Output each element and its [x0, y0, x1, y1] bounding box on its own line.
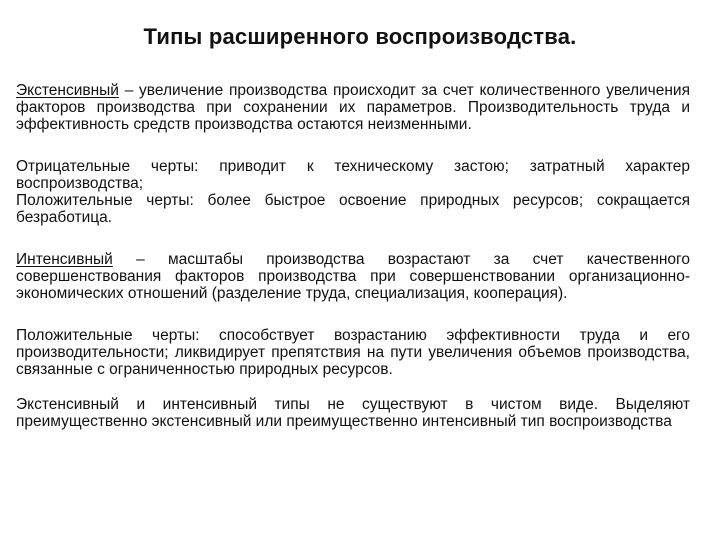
paragraph-intensive-text: – масштабы производства возрастают за счет качественного совершенствования факторов производства при совершенствовании организационно-экономических отношений (разделение труда, специализация, кооперация). [16, 251, 690, 302]
term-intensive: Интенсивный [16, 251, 113, 268]
slide-content [16, 82, 690, 430]
paragraph-intensive-positives: Положительные черты: способствует возрастанию эффективности труда и его производительности; ликвидирует препятствия на пути увеличения объемов производства, связанные с ограниченностью природных ресурсов. [16, 327, 690, 378]
term-extensive: Экстенсивный [16, 82, 119, 99]
paragraph-extensive-negatives: Отрицательные черты: приводит к техническому застою; затратный характер воспроизводства; [16, 158, 690, 192]
paragraph-intensive [16, 251, 690, 302]
paragraph-conclusion: Экстенсивный и интенсивный типы не существуют в чистом виде. Выделяют преимущественно экстенсивный или преимущественно интенсивный тип воспроизводства [16, 396, 690, 430]
paragraph-extensive-positives: Положительные черты: более быстрое освоение природных ресурсов; сокращается безработица. [16, 192, 690, 226]
paragraph-extensive [16, 82, 690, 133]
slide-title: Типы расширенного воспроизводства. [143, 24, 577, 49]
paragraph-extensive-text: – увеличение производства происходит за счет количественного увеличения факторов производства при сохранении их параметров. Производительность труда и эффективность средств производства остаются неизменными. [16, 82, 690, 133]
